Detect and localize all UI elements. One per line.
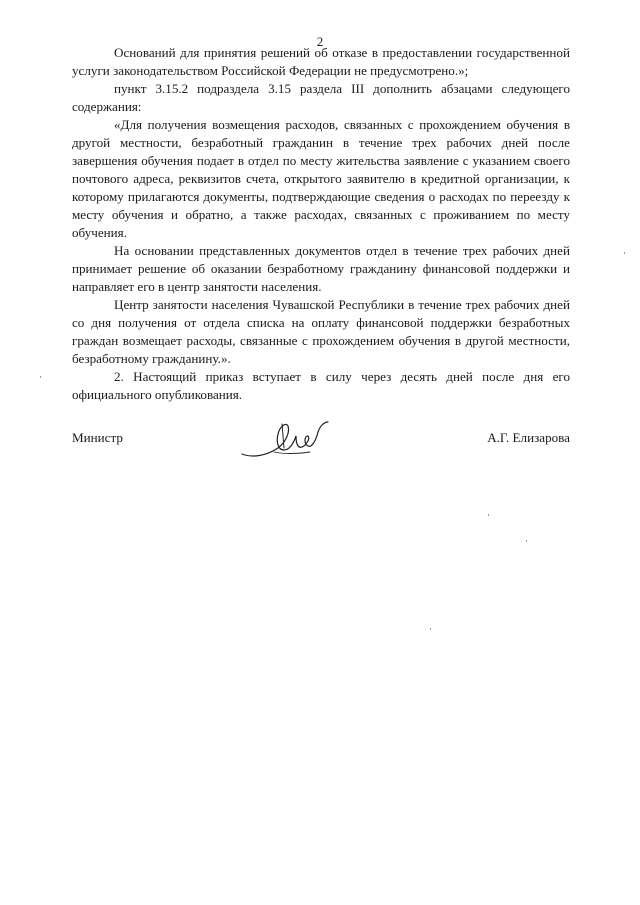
- scan-speck: [526, 540, 527, 542]
- signature-block: [72, 418, 570, 468]
- paragraph: 2. Настоящий приказ вступает в силу через десять дней после дня его официального опубликования.: [72, 369, 570, 402]
- signer-title: Министр: [72, 430, 123, 445]
- paragraph: На основании представленных документов отдел в течение трех рабочих дней принимает решение об оказании безработному гражданину финансовой поддержки и направляет его в центр занятости населения.: [72, 243, 570, 294]
- scan-speck: [40, 376, 41, 378]
- signer-name: А.Г. Елизарова: [487, 430, 570, 445]
- paragraph: пункт 3.15.2 подраздела 3.15 раздела III дополнить абзацами следующего содержания:: [72, 81, 570, 114]
- paragraph: «Для получения возмещения расходов, связанных с прохождением обучения в другой местности, безработный гражданин в течение трех рабочих дней после завершения обучения подает в отдел по месту жительства заявление с указанием своего почтового адреса, реквизитов счета, открытого заявителю в кредитной организации, к которому прилагаются документы, подтверждающие сведения о расходах по переезду к месту обучения и обратно, а также расходах, связанных с проживанием по месту обучения.: [72, 117, 570, 240]
- paragraph: Оснований для принятия решений об отказе в предоставлении государственной услуги законодательством Российской Федерации не предусмотрено.»;: [72, 45, 570, 78]
- handwritten-signature-icon: [238, 418, 334, 462]
- page-number: 2: [316, 34, 324, 49]
- paragraph: Центр занятости населения Чувашской Республики в течение трех рабочих дней со дня получения от отдела списка на оплату финансовой поддержки безработных граждан возмещает расходы, связанные с прохождением обучения в другой местности, безработному гражданину.».: [72, 297, 570, 366]
- document-body: [72, 44, 570, 404]
- scan-speck: [430, 628, 431, 630]
- scan-speck: [624, 252, 625, 254]
- scan-speck: [488, 514, 489, 516]
